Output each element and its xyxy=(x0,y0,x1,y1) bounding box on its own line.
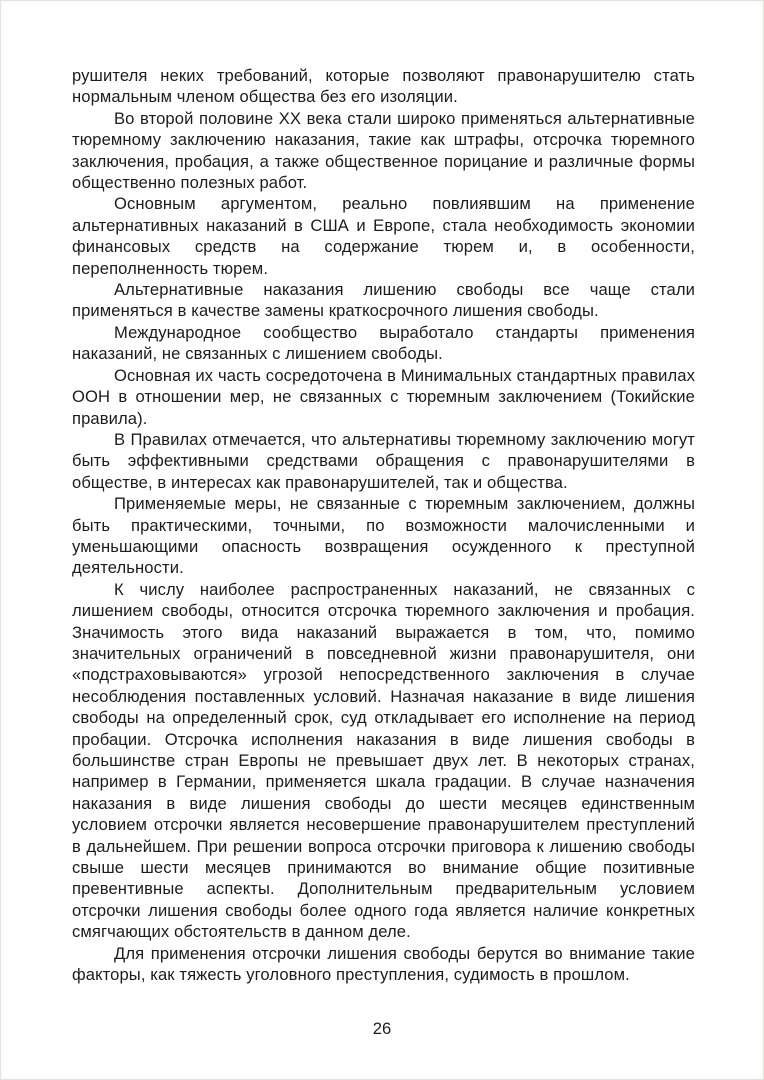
paragraph: рушителя неких требований, которые позволяют правонарушителю стать нормальным членом общества без его изоляции. xyxy=(72,66,695,107)
body-text xyxy=(72,65,695,985)
page-number: 26 xyxy=(372,1019,392,1038)
paragraph: Альтернативные наказания лишению свободы все чаще стали применяться в качестве замены краткосрочного лишения свободы. xyxy=(72,280,695,321)
paragraph: Для применения отсрочки лишения свободы берутся во внимание такие факторы, как тяжесть уголовного преступления, судимость в прошлом. xyxy=(72,943,695,985)
paragraph: Международное сообщество выработало стандарты применения наказаний, не связанных с лишением свободы. xyxy=(72,322,695,364)
paragraph: В Правилах отмечается, что альтернативы тюремному заключению могут быть эффективными средствами обращения с правонарушителями в обществе, в интересах как правонарушителей, так и общества. xyxy=(72,429,695,492)
paragraph: Применяемые меры, не связанные с тюремным заключением, должны быть практическими, точными, по возможности малочисленными и уменьшающими опасность возвращения осужденного к преступной деятельности. xyxy=(72,494,695,578)
paragraph: Во второй половине XX века стали широко применяться альтернативные тюремному заключению наказания, такие как штрафы, отсрочка тюремного заключения, пробация, а также общественное порицание и различные формы общественно полезных работ. xyxy=(72,108,695,193)
paragraph: Основная их часть сосредоточена в Минимальных стандартных правилах ООН в отношении мер, не связанных с тюремным заключением (Токийские правила). xyxy=(72,365,695,428)
paragraph: К числу наиболее распространенных наказаний, не связанных с лишением свободы, относится отсрочка тюремного заключения и пробация. Значимость этого вида наказаний выражается в том, что, помимо значительных ограничений в повседневной жизни правонарушителя, они «подстраховываются» угрозой непосредственного заключения в случае несоблюдения поставленных условий. Назначая наказание в виде лишения свободы на определенный срок, суд откладывает его исполнение на период пробации. Отсрочка исполнения наказания в виде лишения свободы в большинстве стран Европы не превышает двух лет. В некоторых странах, например в Германии, применяется шкала градации. В случае назначения наказания в виде лишения свободы до шести месяцев единственным условием отсрочки является несовершение правонарушителем преступлений в дальнейшем. При решении вопроса отсрочки приговора к лишению свободы свыше шести месяцев принимаются во внимание общие позитивные превентивные аспекты. Дополнительным предварительным условием отсрочки лишения свободы более одного года является наличие конкретных смягчающих обстоятельств в данном деле. xyxy=(72,579,695,942)
paragraph: Основным аргументом, реально повлиявшим на применение альтернативных наказаний в США и Европе, стала необходимость экономии финансовых средств на содержание тюрем и, в особенности, переполненность тюрем. xyxy=(72,194,695,278)
